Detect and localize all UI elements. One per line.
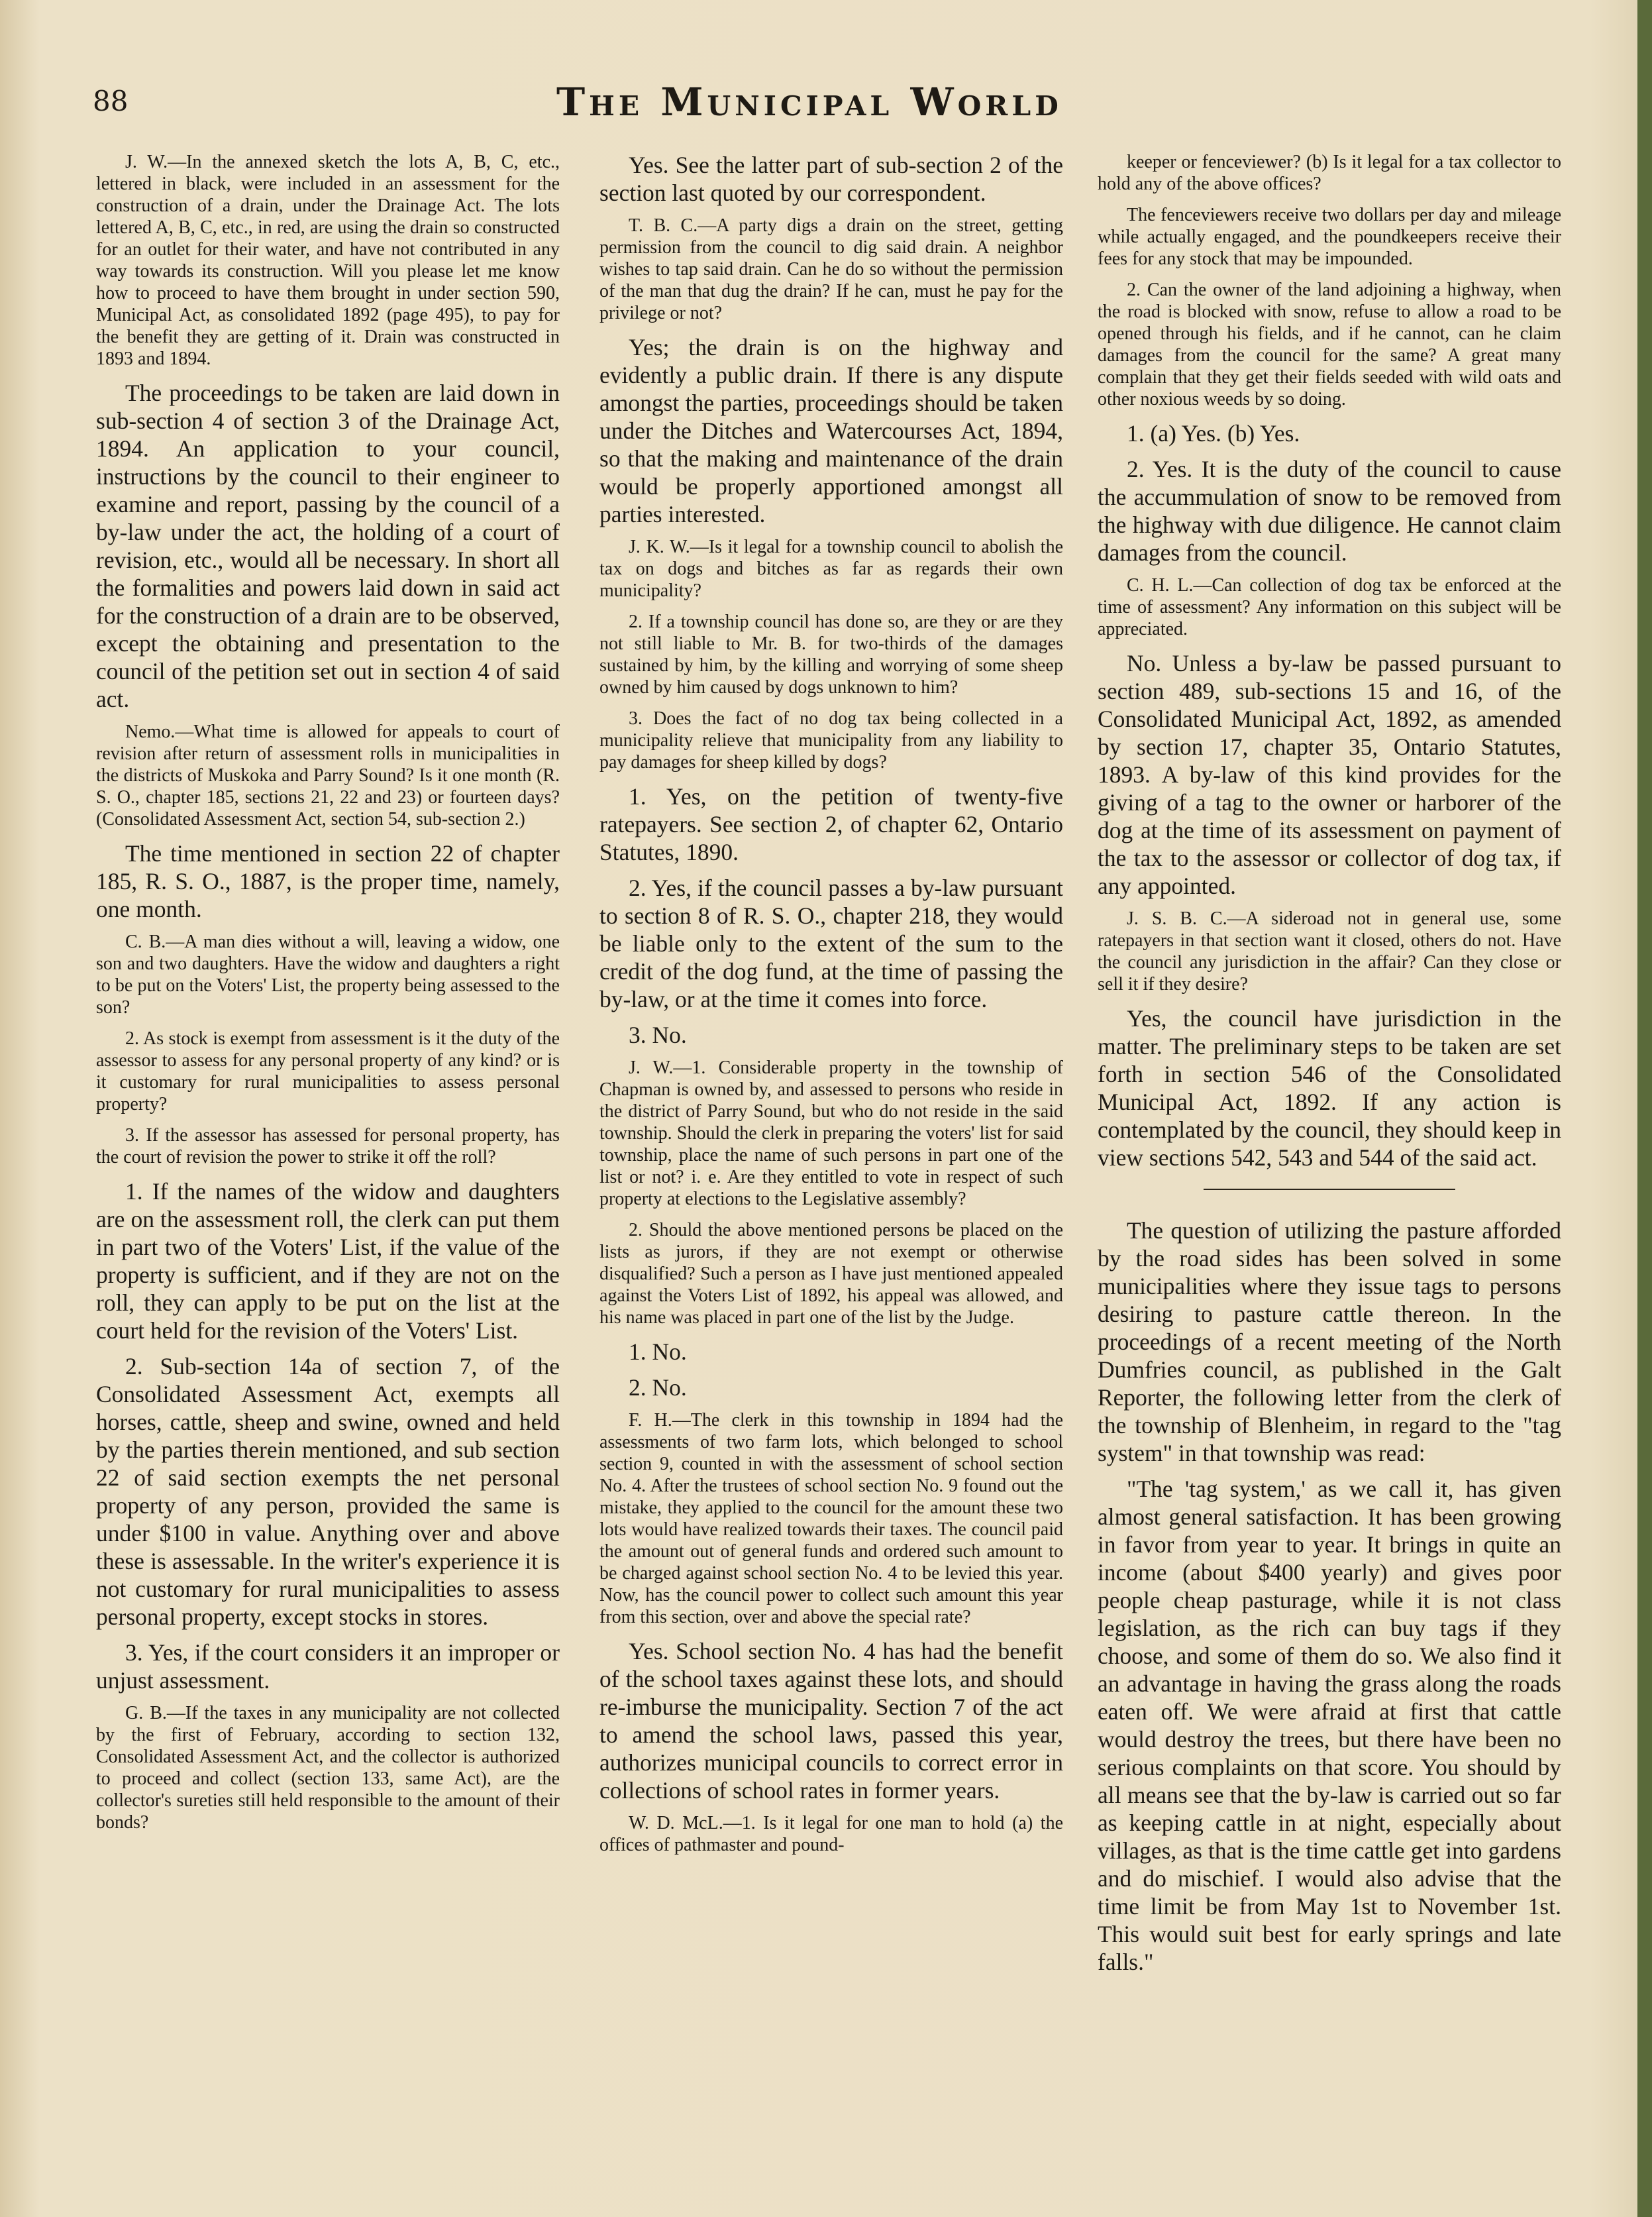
page-number: 88: [93, 85, 129, 117]
answer-paragraph: The proceedings to be taken are laid down in sub-section 4 of section 3 of the Drainage Act, 1894. An application to your council, instructions by the council to their engineer to examine and report, passing by the council of a by-law under the act, the holding of a court of revision, etc., would all be necessary. In short all the formalities and powers laid down in said act for the construction of a drain are to be observed, except the obtaining and presentation to the council of the petition set out in section 4 of said act.: [96, 380, 560, 712]
answer-paragraph: 3. No.: [629, 1022, 687, 1048]
page-edge: [1637, 0, 1652, 2217]
answer-paragraph: No. Unless a by-law be passed pursuant to section 489, sub-sections 15 and 16, of the Consolidated Municipal Act, 1892, as amended by section 17, chapter 35, Ontario Statutes, 1893. A by-law of this kind provides for the giving of a tag to the owner or harborer of the dog at the time of its assessment on payment of the tax to the assessor or collector of dog tax, if any appointed.: [1098, 650, 1561, 899]
question-paragraph: J. W.—In the annexed sketch the lots A, B, C, etc., lettered in black, were included in an assessment for the construction of a drain, under the Drainage Act. The lots lettered A, B, C, etc., in red, are using the drain so constructed for an outlet for their water, and have not contributed in any way towards its construction. Will you please let me know how to proceed to have them brought in under section 590, Municipal Act, as consolidated 1892 (page 495), to pay for the benefit they are getting of it. Drain was constructed in 1893 and 1894.: [96, 152, 560, 369]
answer-paragraph: The question of utilizing the pasture afforded by the road sides has been solved in some municipalities where they issue tags to persons desiring to pasture cattle thereon. In the proceedings of a recent meeting of the North Dumfries council, as published in the Galt Reporter, the following letter from the clerk of the township of Blenheim, in regard to the "tag system" in that township was read:: [1098, 1217, 1561, 1466]
answer-paragraph: 1. Yes, on the petition of twenty-five ratepayers. See section 2, of chapter 62, Ontario Statutes, 1890.: [599, 783, 1063, 865]
question-paragraph: 2. As stock is exempt from assessment is it the duty of the assessor to assess for any personal property of any kind? or is it customary for rural municipalities to assess personal property?: [96, 1028, 560, 1114]
answer-paragraph: 1. (a) Yes. (b) Yes.: [1127, 420, 1300, 447]
answer-paragraph: The time mentioned in section 22 of chapter 185, R. S. O., 1887, is the proper time, namely, one month.: [96, 840, 560, 922]
answer-paragraph: Yes. School section No. 4 has had the benefit of the school taxes against these lots, and should re-imburse the municipality. Section 7 of the act to amend the school laws, passed this year, authorizes municipal councils to correct error in collections of school rates in former years.: [599, 1638, 1063, 1804]
question-paragraph: 2. Should the above mentioned persons be placed on the lists as jurors, if they are not exempt or otherwise disqualified? Such a person as I have just mentioned appealed against the Voters List of 1892, his appeal was allowed, and his name was placed in part one of the list by the Judge.: [599, 1220, 1063, 1328]
question-paragraph: W. D. McL.—1. Is it legal for one man to hold (a) the offices of pathmaster and pound-: [599, 1813, 1063, 1855]
question-paragraph: Nemo.—What time is allowed for appeals to court of revision after return of assessment rolls in municipalities in the districts of Muskoka and Parry Sound? Is it one month (R. S. O., chapter 185, sections 21, 22 and 23) or fourteen days? (Consolidated Assessment Act, section 54, sub-section 2.): [96, 722, 560, 830]
column-2: [599, 151, 1063, 1865]
question-paragraph: C. B.—A man dies without a will, leaving a widow, one son and two daughters. Have the widow and daughters a right to be put on the Voters' List, the property being assessed to the son?: [96, 932, 560, 1018]
answer-paragraph: 2. Yes, if the council passes a by-law pursuant to section 8 of R. S. O., chapter 218, they would be liable only to the extent of the sum to the credit of the dog fund, at the time of passing the by-law, or at the time it comes into force.: [599, 875, 1063, 1012]
question-paragraph: G. B.—If the taxes in any municipality are not collected by the first of February, according to section 132, Consolidated Assessment Act, and the collector is authorized to proceed and collect (section 133, same Act), are the collector's sureties still held responsible to the amount of their bonds?: [96, 1703, 560, 1833]
answer-paragraph: 2. Yes. It is the duty of the council to cause the accummulation of snow to be removed from the highway with due diligence. He cannot claim damages from the council.: [1098, 456, 1561, 566]
answer-paragraph: 2. Sub-section 14a of section 7, of the Consolidated Assessment Act, exempts all horses, cattle, sheep and swine, owned and held by the parties therein mentioned, and sub section 22 of said section exempts the net personal property of any person, provided the same is under $100 in value. Anything over and above these is assessable. In the writer's experience it is not customary for rural municipalities to assess personal property, except stocks in stores.: [96, 1353, 560, 1630]
answer-paragraph: 3. Yes, if the court considers it an improper or unjust assessment.: [96, 1639, 560, 1694]
answer-paragraph: 1. No.: [629, 1338, 687, 1365]
question-paragraph: F. H.—The clerk in this township in 1894 had the assessments of two farm lots, which belonged to school section 9, counted in with the assessment of school section No. 4. After the trustees of school section No. 9 found out the mistake, they applied to the council for the amount these two lots would have realized towards their taxes. The council paid the amount out of general funds and ordered such amount to be charged against school section No. 4 to be levied this year. Now, has the council power to collect such amount this year from this section, over and above the special rate?: [599, 1410, 1063, 1627]
question-paragraph: The fenceviewers receive two dollars per day and mileage while actually engaged, and the poundkeepers receive their fees for any stock that may be impounded.: [1098, 205, 1561, 269]
section-divider: [1204, 1189, 1455, 1190]
question-paragraph: J. S. B. C.—A sideroad not in general use, some ratepayers in that section want it closed, others do not. Have the council any jurisdiction in the affair? Can they close or sell it if they desire?: [1098, 908, 1561, 995]
page-header: [93, 80, 1570, 133]
column-3: [1098, 151, 1561, 1984]
question-paragraph: keeper or fenceviewer? (b) Is it legal for a tax collector to hold any of the above offices?: [1098, 152, 1561, 194]
question-paragraph: T. B. C.—A party digs a drain on the street, getting permission from the council to dig said drain. A neighbor wishes to tap said drain. Can he do so without the permission of the man that dug the drain? If he can, must he pay for the privilege or not?: [599, 215, 1063, 323]
question-paragraph: C. H. L.—Can collection of dog tax be enforced at the time of assessment? Any information on this subject will be appreciated.: [1098, 575, 1561, 639]
question-paragraph: 2. Can the owner of the land adjoining a highway, when the road is blocked with snow, refuse to allow a road to be opened through his fields, and if he cannot, can he claim damages from the council for the same? A great many complain that they get their fields seeded with wild oats and other noxious weeds by so doing.: [1098, 280, 1561, 409]
masthead-title: The Municipal World: [556, 80, 1062, 125]
question-paragraph: J. K. W.—Is it legal for a township council to abolish the tax on dogs and bitches as far as regards their own municipality?: [599, 537, 1063, 601]
column-1: [96, 151, 560, 1843]
answer-paragraph: Yes. See the latter part of sub-section 2 of the section last quoted by our correspondent.: [599, 152, 1063, 206]
question-paragraph: 3. Does the fact of no dog tax being collected in a municipality relieve that municipality from any liability to pay damages for sheep killed by dogs?: [599, 708, 1063, 773]
question-paragraph: J. W.—1. Considerable property in the township of Chapman is owned by, and assessed to persons who reside in the district of Parry Sound, but who do not reside in the said township. Should the clerk in preparing the voters' list for said township, place the name of such persons in part one of the list or not? i. e. Are they entitled to vote in respect of such property at elections to the Legislative assembly?: [599, 1057, 1063, 1209]
question-paragraph: 2. If a township council has done so, are they or are they not still liable to Mr. B. for two-thirds of the damages sustained by him, by the killing and worrying of some sheep owned by him caused by dogs unknown to him?: [599, 612, 1063, 698]
answer-paragraph: 1. If the names of the widow and daughters are on the assessment roll, the clerk can put them in part two of the Voters' List, if the value of the property is sufficient, and if they are not on the roll, they can apply to be put on the list at the court held for the revision of the Voters' List.: [96, 1178, 560, 1344]
question-paragraph: 3. If the assessor has assessed for personal property, has the court of revision the power to strike it off the roll?: [96, 1125, 560, 1167]
answer-paragraph: 2. No.: [629, 1374, 687, 1401]
answer-paragraph: Yes; the drain is on the highway and evidently a public drain. If there is any dispute amongst the parties, proceedings should be taken under the Ditches and Watercourses Act, 1894, so that the making and maintenance of the drain would be properly apportioned amongst all parties interested.: [599, 334, 1063, 527]
answer-paragraph: "The 'tag system,' as we call it, has given almost general satisfaction. It has been growing in favor from year to year. It brings in quite an income (about $400 yearly) and gives poor people cheap pasturage, while it is not class legislation, as the rich can buy tags if they choose, and some of them do so. We also find it an advantage in having the grass along the roads eaten off. We were afraid at first that cattle would destroy the trees, but there have been no serious complaints on that score. You should by all means see that the by-law is carried out so far as keeping cattle in at night, especially about villages, as that is the time cattle get into gardens and do mischief. I would also advise that the time limit be from May 1st to November 1st. This would suit best for early springs and late falls.": [1098, 1476, 1561, 1975]
answer-paragraph: Yes, the council have jurisdiction in the matter. The preliminary steps to be taken are set forth in section 546 of the Consolidated Municipal Act, 1892. If any action is contemplated by the council, they should keep in view sections 542, 543 and 544 of the said act.: [1098, 1005, 1561, 1171]
